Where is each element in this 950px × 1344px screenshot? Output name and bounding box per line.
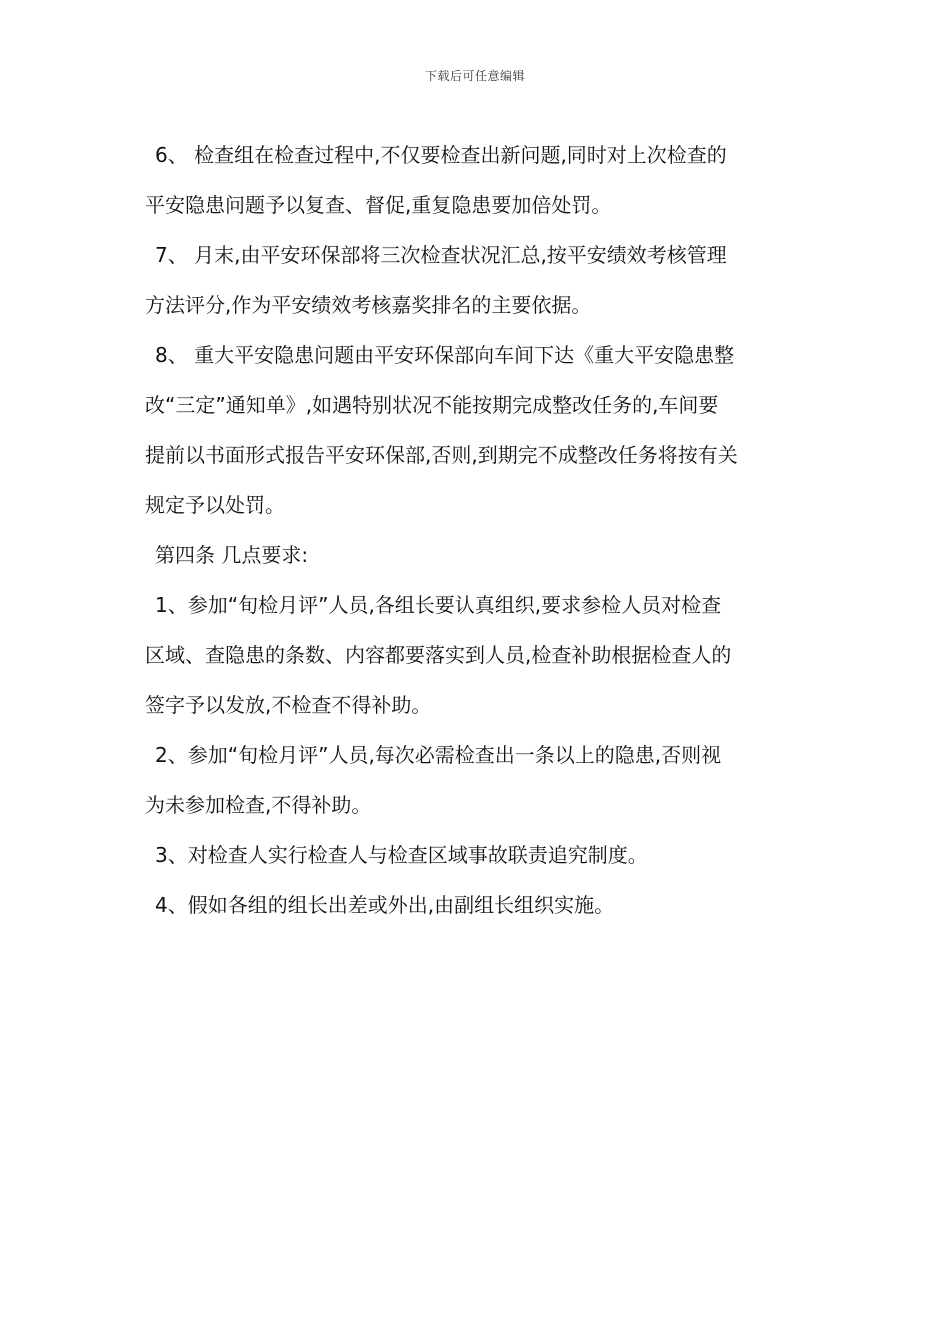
paragraph-line: 方法评分,作为平安绩效考核嘉奖排名的主要依据。 [145, 293, 592, 317]
paragraph-line: 6、 检查组在检查过程中,不仅要检查出新问题,同时对上次检查的 [155, 143, 727, 167]
paragraph-line: 8、 重大平安隐患问题由平安环保部向车间下达《重大平安隐患整 [155, 343, 735, 367]
paragraph-line: 签字予以发放,不检查不得补助。 [145, 693, 432, 717]
paragraph-line: 平安隐患问题予以复查、督促,重复隐患要加倍处罚。 [145, 193, 612, 217]
paragraph-line: 区域、查隐患的条数、内容都要落实到人员,检查补助根据检查人的 [145, 643, 732, 667]
paragraph-line: 为未参加检查,不得补助。 [145, 793, 372, 817]
paragraph-line: 7、 月末,由平安环保部将三次检查状况汇总,按平安绩效考核管理 [155, 243, 727, 267]
section-heading: 第四条 几点要求: [155, 543, 309, 567]
paragraph-line: 改“三定”通知单》,如遇特别状况不能按期完成整改任务的,车间要 [145, 393, 719, 417]
page-header: 下载后可任意编辑 [424, 69, 525, 83]
paragraph-line: 4、假如各组的组长出差或外出,由副组长组织实施。 [155, 893, 615, 917]
paragraph-line: 提前以书面形式报告平安环保部,否则,到期完不成整改任务将按有关 [145, 443, 738, 467]
document-body [145, 130, 810, 930]
paragraph-line: 2、参加“旬检月评”人员,每次必需检查出一条以上的隐患,否则视 [155, 743, 722, 767]
paragraph-line: 3、对检查人实行检查人与检查区域事故联责追究制度。 [155, 843, 648, 867]
paragraph-line: 规定予以处罚。 [145, 493, 285, 517]
paragraph-line: 1、参加“旬检月评”人员,各组长要认真组织,要求参检人员对检查 [155, 593, 722, 617]
